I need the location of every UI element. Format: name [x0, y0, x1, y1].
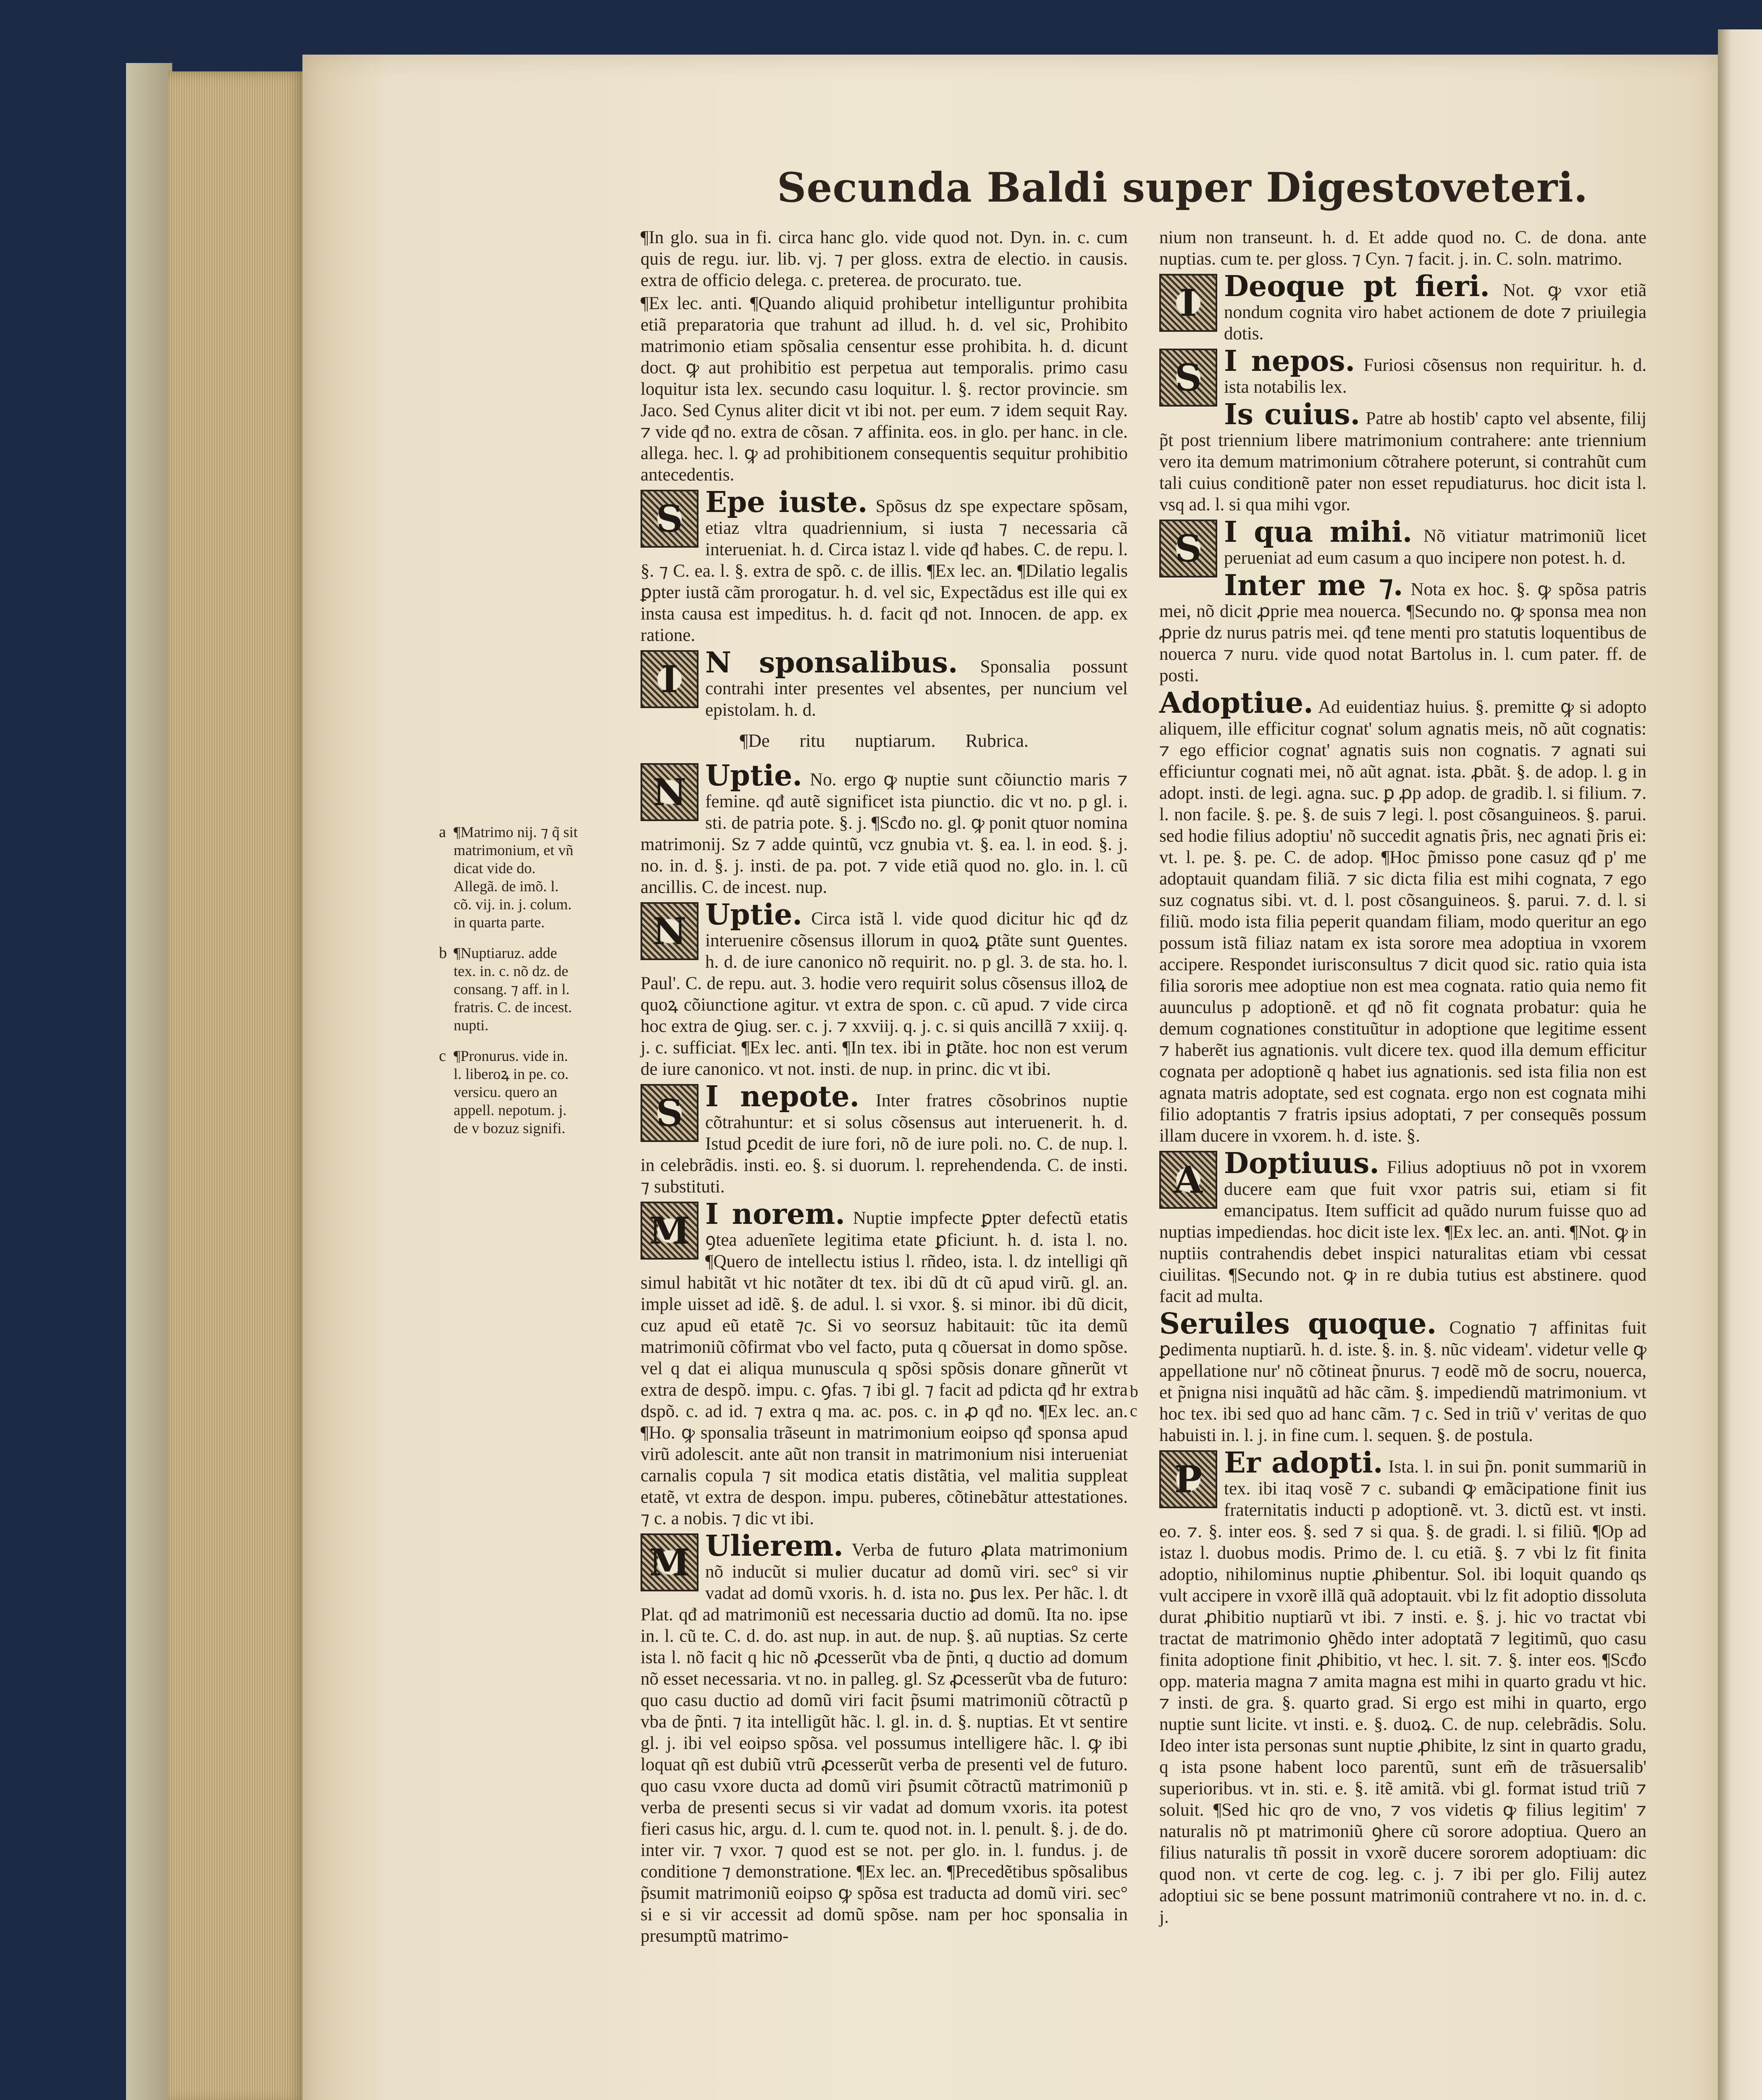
- gloss-block: [1159, 1309, 1646, 1446]
- gloss-block: [641, 487, 1128, 646]
- note-marker: b: [439, 944, 447, 962]
- gloss-text: Sponsalia possunt contrahi inter presentes vel absentes, per nuncium vel epistolam. h. d.: [705, 657, 1128, 720]
- headword: Seruiles quoque.: [1159, 1307, 1437, 1341]
- headword: Ulierem.: [705, 1529, 843, 1563]
- rubric-title: ¶De ritu nuptiarum.: [740, 730, 936, 751]
- gloss-text: Filius adoptiuus nõ pot in vxorem ducere eam que fuit vxor patris sui, etiam si fit emancipatus. Item sufficit ad quãdo nurum fuisse quo ad nuptias impediendas. hoc dicit iste lex. ¶Ex lec. an. anti. ¶Not. ꝙ in nuptiis contrahendis debet inspici naturalitas etiam vbi cessat ciuilitas. ¶Secundo not. ꝙ in re dubia tutius est abstinere. quod facit ad multa.: [1159, 1158, 1646, 1306]
- gloss-text: Nõ vitiatur matrimoniũ licet perueniat ad eum casum a quo incipere non potest. h. d.: [1224, 526, 1646, 568]
- gloss-text: Nota ex hoc. §. ꝙ spõsa patris mei, nõ dicit ꝓprie mea nouerca. ¶Secundo no. ꝙ sponsa mea non ꝓprie dz nurus patris mei. qđ tene menti pro statutis loquentibus de nouerca ⁊ nuru. vide quod notat Bartolus in. l. cum pater. ff. de posti.: [1159, 580, 1646, 685]
- headword: I nepos.: [1224, 344, 1355, 378]
- decorated-initial: P: [1159, 1450, 1217, 1508]
- headword: Uptie.: [705, 898, 803, 932]
- decorated-initial: N: [641, 763, 698, 821]
- gloss-block: [641, 1199, 1128, 1529]
- decorated-initial: S: [1159, 349, 1217, 407]
- headword: Uptie.: [705, 759, 803, 793]
- vellum-binding: [126, 63, 172, 2100]
- gloss-block: [1159, 1148, 1646, 1307]
- gloss-text: Inter fratres cõsobrinos nuptie cõtrahuntur: et si solus cõsensus aut interuenerit. h. d. Istud ꝑcedit de iure fori, nõ de iure poli. no. C. de nup. l. in celebrãdis. insti. eo. §. si duorum. l. reprehendenda. C. de insti. ⁊ substituti.: [641, 1091, 1128, 1197]
- side-marker: b: [1130, 1382, 1138, 1401]
- gloss-text: Circa istã l. vide quod dicitur hic qđ dz interuenire cõsensus illorum in quoꝝ ꝑtãte sunt ꝯuentes. h. d. de iure canonico nõ requirit. no. p gl. 3. de sta. ho. l. Paul'. C. de repu. aut. 3. hodie vero requirit solus cõsensus illoꝝ de quoꝝ cõiunctione agitur. vt extra de spon. c. cũ apud. ⁊ vide circa hoc extra de ꝯiug. ser. c. j. ⁊ xxviij. q. j. c. si quis ancillã ⁊ xxiij. q. j. c. sufficiat. ¶Ex lec. anti. ¶In tex. ibi in ꝑtãte. hoc non est verum de iure canonico. vt not. insti. de nup. in princ. dic vt ibi.: [641, 909, 1128, 1079]
- gloss-block: [641, 1082, 1128, 1197]
- headword: I norem.: [705, 1197, 846, 1231]
- note-text: ¶Nuptiaruz. adde tex. in. c. nõ dz. de consang. ⁊ aff. in l. fratris. C. de incest. nupti.: [454, 945, 572, 1034]
- gloss-text: Not. ꝙ vxor etiã nondum cognita viro habet actionem de dote ⁊ priuilegia dotis.: [1224, 281, 1647, 344]
- gloss-text: Spõsus dz spe expectare spõsam, etiaz vltra quadriennium, si iusta ⁊ necessaria cã interueniat. h. d. Circa istaz l. vide qđ habes. C. de repu. l. §. ⁊ C. ea. l. §. extra de spõ. c. de illis. ¶Ex lec. an. ¶Dilatio legalis ꝑpter iustã cãm prorogatur. h. d. vel sic, Expectãdus est ille qui ex insta causa est impeditus. h. d. facit qđ not. Innocen. de app. ex ratione.: [641, 496, 1128, 645]
- headword: Er adopti.: [1224, 1446, 1383, 1480]
- gloss-block: [1159, 1448, 1646, 1928]
- paragraph: ¶In glo. sua in fi. circa hanc glo. vide quod not. Dyn. in. c. cum quis de regu. iur. lib. vj. ⁊ per gloss. extra de electio. in causis. extra de officio delega. c. preterea. de procurato. tue.: [641, 228, 1128, 290]
- gloss-text: No. ergo ꝙ nuptie sunt cõiunctio maris ⁊ femine. qđ autẽ significet ista piunctio. dic vt no. p gl. i. sti. de patria pote. §. j. ¶Scđo no. gl. ꝙ ponit qtuor nomina matrimonij. Sz ⁊ adde quintũ, vcz gnubia vt. §. ea. l. in eod. §. j. no. in. d. §. j. insti. de pa. pot. ⁊ vide etiã quod no. glo. in. l. cũ ancillis. C. de incest. nup.: [641, 770, 1128, 897]
- note-text: ¶Pronurus. vide in. l. liberoꝝ in pe. co. versicu. quero an appell. nepotum. j. de v bozuz signifi.: [454, 1047, 569, 1137]
- decorated-initial: I: [641, 650, 698, 708]
- margin-notes: [439, 823, 580, 1137]
- facing-page-edge: [1718, 29, 1762, 2100]
- gloss-block: [1159, 517, 1646, 569]
- headword: Is cuius.: [1224, 398, 1360, 431]
- running-title: Secunda Baldi super Digestoveteri.: [777, 164, 1589, 211]
- decorated-initial: N: [641, 902, 698, 960]
- decorated-initial: S: [1159, 520, 1217, 578]
- headword: I nepote.: [705, 1080, 860, 1113]
- decorated-initial: M: [641, 1533, 698, 1591]
- note-marker: c: [439, 1047, 446, 1065]
- gloss-text: Ista. l. in sui p̃n. ponit summariũ in tex. ibi itaq vosẽ ⁊ c. subandi ꝙ emãcipatione finit ius fraternitatis inducti p adoptionẽ. vt. 3. dictũ est. vt insti. eo. ⁊. §. inter eos. §. sed ⁊ si qua. §. de gradi. l. si filiũ. ¶Op ad istaz l. duobus modis. Primo de. l. cu etiã. §. ⁊ vbi lz fit finita adoptio, nihilominus nuptie ꝓhibentur. Sol. ibi loquit quando qs vult accipere in vxorẽ illã quã adoptauit. vbi lz fit adoptio dissoluta durat ꝓhibitio nuptiarũ vt ibi. ⁊ insti. e. §. j. hic vo tractat vbi tractat de matrimonio ꝯhẽdo inter adoptatã ⁊ legitimũ, quo casu finita adoptione finit ꝓhibitio, vt hec. l. sit. ⁊. §. inter eos. ¶Scđo opp. materia magna ⁊ amita magna est mihi in quarto gradu vt hic. ⁊ insti. de gra. §. quarto grad. Si ergo est mihi in quarto, ergo nuptie sunt licite. vt insti. e. §. duoꝝ. C. de nup. celebrãdis. Solu. Ideo inter ista personas sunt nuptie ꝓhibite, lz sint in quarto gradu, q ista psone habent loco parentũ, sunt em̃ de trãsuersalib' superioribus. vt in. sti. e. §. itẽ amitã. vbi gl. format istud triũ ⁊ soluit. ¶Sed hic qro de vno, ⁊ vos videtis ꝙ filius legitim' ⁊ naturalis nõ pt matrimoniũ ꝯhere cũ sorore adoptiua. Quero an filius naturalis tñ possit in vxorẽ ducere sororem adoptiuam: dic quod non. vt certe de cog. leg. c. j. ⁊ ibi per glo. Filij autez adoptiui sic se bene possunt matrimoniũ contrahere vt no. in. d. c. j.: [1159, 1457, 1646, 1927]
- gloss-block: [641, 1531, 1128, 1947]
- rubric-heading: [641, 730, 1128, 751]
- left-column: [641, 227, 1128, 1948]
- right-column: [1159, 227, 1646, 1929]
- gloss-text: Cognatio ⁊ affinitas fuit ꝑedimenta nuptiarũ. h. d. iste. §. in. §. nũc videam'. videtur velle ꝙ appellatione nur' nõ cõtineat p̃nurus. ⁊ eodẽ mõ de socru, nouerca, et p̃nigna nisi inquãtũ ad hãc cãm. §. impediendũ matrimonium. vt hoc tex. ibi sed quo ad hanc cãm. ⁊ c. Sed in triũ v' veritas de quo habuisti in. l. j. in fine cum. l. sequen. §. de postula.: [1159, 1318, 1646, 1445]
- decorated-initial: S: [641, 1084, 698, 1142]
- gloss-block: [641, 900, 1128, 1080]
- paragraph: nium non transeunt. h. d. Et adde quod no. C. de dona. ante nuptias. cum te. per gloss. ⁊ Cyn. ⁊ facit. j. in. C. soln. matrimo.: [1159, 228, 1646, 269]
- gloss-block: [1159, 271, 1646, 344]
- margin-note: [439, 823, 580, 932]
- gloss-block: [1159, 570, 1646, 686]
- gloss-block: [641, 648, 1128, 721]
- note-marker: a: [439, 823, 446, 841]
- headword: Adoptiue.: [1159, 686, 1313, 720]
- gloss-block: [641, 761, 1128, 898]
- decorated-initial: S: [641, 490, 698, 548]
- headword: Epe iuste.: [705, 486, 868, 519]
- gloss-block: [1159, 346, 1646, 398]
- headword: Doptiuus.: [1224, 1147, 1379, 1180]
- gloss-text: Verba de futuro ꝓlata matrimonium nõ inducũt si mulier ducatur ad domũ viri. sec° si vir vadat ad domũ vxoris. h. d. ista no. ꝑus lex. Per hãc. l. dt Plat. qđ ad matrimoniũ est necessaria ductio ad domũ. Ita no. ipse in. l. cũ te. C. d. do. ast nup. in aut. de nup. §. aũ nuptias. Sz certe ista l. nõ facit q hic nõ ꝓcesserũt vba de p̃nti, q ductio ad domum nõ esset necessaria. vt no. in palleg. gl. Sz ꝓcesserũt vba de futuro: quo casu ductio ad domũ viri facit p̃sumi matrimoniũ cõtractũ p vba de p̃nti. ⁊ ita intelligũt hãc. l. gl. in. d. §. nuptias. Et vt sentire gl. j. ibi vel eoipso spõsa. vel possumus intelligere hãc. l. ꝙ ibi loquat qñ est dubiũ vtrũ ꝓcesserũt verba de presenti vel de futuro. quo casu vxore ducta ad domũ viri p̃sumit cõtractũ matrimoniũ p verba de presenti secus si vir vadat ad domum vxoris. ita potest fieri casus hic, argu. d. l. cum te. quod not. in. l. penult. §. j. de do. inter vir. ⁊ vxor. ⁊ quod est se not. per glo. in. l. fundus. j. de conditione ⁊ demonstratione. ¶Ex lec. an. ¶Precedẽtibus spõsalibus p̃sumit matrimoniũ eoipso ꝙ spõsa est traducta ad domũ viri. sec° si e si vir accessit ad domũ spõse. nam per hoc sponsalia in presumptũ matrimo-: [641, 1540, 1128, 1946]
- headword: Deoque pt fieri.: [1224, 270, 1490, 303]
- margin-note: [439, 944, 580, 1034]
- gloss-text: Furiosi cõsensus non requiritur. h. d. ista notabilis lex.: [1224, 355, 1647, 397]
- gloss-text: Patre ab hostib' capto vel absente, filij p̃t post triennium libere matrimonium contrahere: ante triennium vero ita demum matrimonium cõtrahere poterunt, si contrahũt cum tali cuius conditionẽ pater non esset repudiaturus. hoc dicit ista l. vsq ad. l. si qua mihi vgor.: [1159, 409, 1647, 514]
- column-side-markers: [1130, 1382, 1138, 1420]
- gloss-text: Nuptie impfecte ꝑpter defectũ etatis ꝯtea aduenĩete legitima etate ꝑficiunt. h. d. ista l. no. ¶Quero de intellectu istius l. rñdeo, ista. l. dz intelligi qñ simul habitãt vt hic notãter dt tex. ibi dũ dt cũ apud virũ. gl. an. imple uisset ad idẽ. §. de adul. l. si vxor. §. si minor. ibi dũ dicit, cuz apud eũ etatẽ ⁊c. Si vo seorsuz habitauit: tũc ita demũ matrimoniũ cõfirmat vbo vel facto, puta q cõuersat in domo spõse. vel q dat ei aliqua munuscula q spõsi spõsis donare gñnerũt vt extra de despõ. impu. c. ꝯfas. ⁊ ibi gl. ⁊ facit ad pdicta qđ hr extra dspõ. c. ad id. ⁊ extra q ma. ac. pos. c. in ꝓ qđ no. ¶Ex lec. an. ¶Ho. ꝙ sponsalia trãseunt in matrimonium eoipso qđ sponsa apud virũ adolescit. ante aũt non transit in matrimonium nisi interueniat carnalis copula ⁊ sit modica etatis distãtia, vel malitia suppleat etatẽ, vt extra de despon. impu. puberes, cõtinebãtur attestationes. ⁊ c. a nobis. ⁊ dic vt ibi.: [641, 1208, 1128, 1528]
- decorated-initial: I: [1159, 274, 1217, 332]
- note-text: ¶Matrimo nij. ⁊ q̃ sit matrimonium, et vñ dicat vide do. Allegã. de imõ. l. cõ. vij. in. j. colum. in quarta parte.: [454, 824, 578, 931]
- decorated-initial: A: [1159, 1151, 1217, 1209]
- rubric-label: Rubrica.: [965, 730, 1029, 751]
- margin-note: [439, 1047, 580, 1137]
- side-marker: c: [1130, 1401, 1137, 1420]
- page-edges: [168, 71, 307, 2100]
- gloss-text: Ad euidentiaz huius. §. premitte ꝙ si adopto aliquem, ille efficitur cognat' solum agnatis meis, nõ aũt cognatis: ⁊ ego efficior cognat' agnatis suis non cognatis. ⁊ agnati sui efficiuntur cognati mei, nõ aũt agnat. ista. ꝓbãt. §. de adop. l. g in adopt. insti. de legi. agna. suc. ꝑ ꝓp adop. de gradib. l. si filium. ⁊. l. non facile. §. pe. §. de suis ⁊ legi. l. post cõsanguineos. §. parui. sed hodie filius adoptiu' nõ succedit agnatis p̃ris, nec agnati p̃ris ei: vt. l. pe. §. pe. C. de adop. ¶Hoc p̃misso pone casuz qđ p' me adoptauit quandam filiã. ⁊ sic dicta filia est mihi cognata, ⁊ ego suz cognatus sibi. vt. d. l. post cõsanguineos. §. parui. ⁊. d. l. si filiũ. modo ista filia peperit quandam filiam, modo queritur an ego possum istã filiaz natam ex ista sorore mea adoptiua in vxorem accipere. Respondet iurisconsultus ⁊ dicit quod sic. ratio quia ista filia sororis mee adoptiue non est mea cognata. ratio quia nemo fit auunculus p adoptionẽ. et qđ nõ fit cognata probatur: quia he demum cognationes constituũtur in adoptione que legitime essent ⁊ haberẽt ius agnationis. vult dicere tex. quod illa demum efficitur cognata per adoptionẽ q habet ius agnationis. sed ista filia non est agnata matris adoptate, sed est cognata. ergo non est cognata mihi filio adoptantis ⁊ fratris ipsius adoptati, ⁊ per consequẽs possum illam ducere in vxorem. h. d. iste. §.: [1159, 697, 1646, 1146]
- headword: N sponsalibus.: [705, 646, 958, 680]
- headword: Inter me ⁊.: [1224, 569, 1403, 602]
- gloss-block: [1159, 688, 1646, 1147]
- decorated-initial: M: [641, 1202, 698, 1260]
- paragraph: ¶Ex lec. anti. ¶Quando aliquid prohibetur intelliguntur prohibita etiã preparatoria que trahunt ad illud. h. d. vel sic, Prohibito matrimonio etiam spõsalia censentur esse prohibita. h. d. dicunt doct. ꝙ aut prohibitio est perpetua aut temporalis. primo casu loquitur ista lex. secundo casu loquitur. l. §. rector provincie. sm Jaco. Sed Cynus aliter dicit vt ibi not. per eum. ⁊ idem sequit Ray. ⁊ vide qđ no. extra de cõsan. ⁊ affinita. eos. in glo. per hanc. in cle. allega. hec. l. ꝙ ad prohibitionem consequentis sequitur prohibitio antecedentis.: [641, 294, 1128, 485]
- headword: I qua mihi.: [1224, 515, 1413, 549]
- gloss-block: [1159, 399, 1646, 515]
